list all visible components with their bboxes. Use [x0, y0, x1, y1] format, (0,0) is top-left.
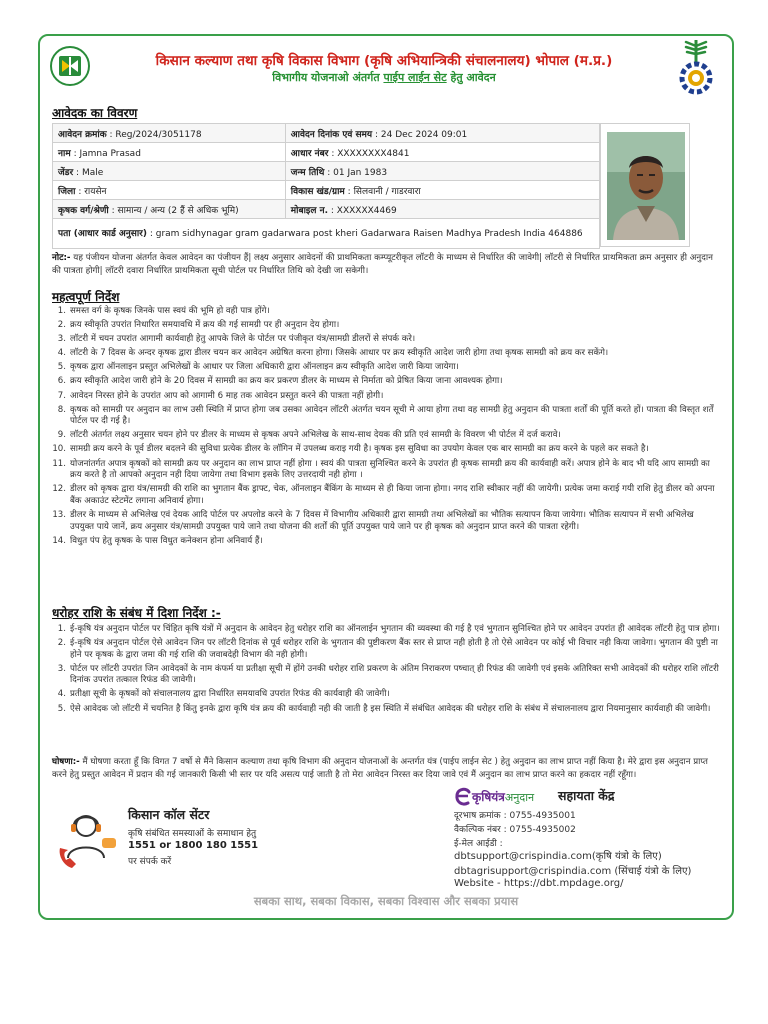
applicant-section-title: आवेदक का विवरण — [52, 106, 138, 120]
list-item: 9. लॉटरी अंतर्गत लक्ष्य अनुसार चयन होने पर डीलर के माध्यम से कृषक अपने अभिलेख के साथ-साथ देयक की प्रति एवं सामग्री के विवरण भी पोर्टल में दर्ज करावे। — [57, 430, 561, 441]
applicant-name: Jamna Prasad — [79, 148, 141, 159]
helpdesk-title: सहायता केंद्र — [558, 788, 615, 803]
helpdesk-email-label: ई-मेल आईडी : — [454, 839, 503, 849]
helpdesk-brand: कृषियंत्रअनुदान — [472, 790, 535, 804]
aadhaar-number: XXXXXXXX4841 — [337, 148, 410, 159]
gender: Male — [81, 167, 104, 178]
birth-date: 01 Jan 1983 — [333, 167, 388, 178]
helpdesk-website-link[interactable]: Website - https://dbt.mpdage.org/ — [454, 878, 624, 889]
application-date: 24 Dec 2024 09:01 — [380, 129, 468, 140]
applicant-photo — [607, 132, 685, 240]
footer-slogan: सबका साथ, सबका विकास, सबका विश्वास और सबका प्रयास — [253, 894, 519, 908]
instructions-list — [52, 306, 720, 550]
helpdesk-alt-phone: वैकल्पिक नंबर : 0755-4935002 — [454, 825, 576, 835]
call-center-title: किसान कॉल सेंटर — [128, 807, 210, 822]
call-center-agent-icon — [56, 808, 120, 870]
deposit-guidelines-title: धरोहर राशि के संबंध में दिशा निर्देश :- — [52, 606, 221, 620]
address: gram sidhynagar gram gadarwara post kheri Gadarwara Raisen Madhya Pradesh India 464886 — [155, 228, 583, 239]
application-number: Reg/2024/3051178 — [115, 129, 202, 140]
registration-note: नोट:- यह पंजीयन योजना अंतर्गत केवल आवेदन का पंजीयन हैं| लक्ष्य अनुसार आवेदनों की प्राथमिकता कम्प्यूटरीकृत लॉटरी के माध्यम से निर्धारित की जावेगी| लॉटरी से निर्धारित प्राथमिकता क्रम अनुसार ही अनुदान की पात्रता होगी| लॉटरी दवारा निर्धारित प्राथमिकता सूची पोर्टल पर निर्धारित तिथि को देखी जा सकेगी। — [52, 253, 713, 276]
list-item: 2. ई-कृषि यंत्र अनुदान पोर्टल ऐसे आवेदन जिन पर लॉटरी दिनांक से पूर्व धरोहर राशि के भुगतान की पुष्टीकरण बैंक स्तर से प्राप्त नही होती है तो ऐसे आवेदन पर कोई भी विचार नही किया जावेगा। भुगतान की पुष्टी ना होने पर कृषक के द्वारा जमा की गई राशि की जवाबदेही विभाग की नही होगी। — [57, 638, 718, 660]
district: रायसेन — [84, 186, 107, 197]
scheme-subtitle: विभागीय योजनाओ अंतर्गत पाईप लाईन सेट हेतु आवेदन — [272, 71, 496, 84]
list-item: 2. क्रय स्वीकृति उपरांत निधारित समयावधि में क्रय की गई सामग्री पर ही अनुदान देय होगा। — [57, 320, 340, 331]
list-item: 4. प्रतीक्षा सूची के कृषकों को संचालनालय द्वारा निर्धारित समयावधि उपरांत रिफंड की कार्यवाही की जावेगी। — [57, 689, 390, 700]
scheme-name: पाईप लाईन सेट — [383, 71, 447, 84]
list-item: 13. डीलर के माध्यम से अभिलेख एवं देयक आदि पोर्टल पर अपलोड करने के 7 दिवस में विभागीय अधिकारी द्वारा सामग्री तथा अभिलेखों का भौतिक सत्यापन किया जायेगा। भौतिक सत्यापन में सभी अभिलेख उपयुक्त पाये जानें, क्रय अनुसार यंत्र/सामग्री उपयुक्त पाये जाने तथा योजना की शर्तों की पूर्ति उपयुक्त पाये जाने पर ही कृषक को अनुदान प्राप्त करने की पात्रता रहेगी। — [52, 509, 694, 532]
call-center-number: 1551 or 1800 180 1551 — [128, 840, 259, 851]
department-logo-icon — [50, 46, 90, 86]
list-item: 5. कृषक द्वारा ऑनलाइन प्रस्तुत अभिलेखों के आधार पर जिला अधिकारी द्वारा ऑनलाइन क्रय स्वीकृति आदेश जारी किया जायेगा। — [57, 362, 459, 373]
list-item: 4. लॉटरी के 7 दिवस के अन्दर कृषक द्वारा डीलर चयन कर आवेदन अग्रेषित करना होगा। जिसके आधार पर क्रय स्वीकृति आदेश जारी होगा तथा कृषक सामग्री को क्रय कर सकेंगे। — [57, 348, 609, 359]
list-item: 7. आवेदन निरस्त होने के उपरांत आप को आगामी 6 माह तक आवेदन प्रस्तुत करने की पात्रता नहीं होगी। — [57, 390, 384, 401]
table-row: नाम : Jamna Prasad आधार नंबर : XXXXXXXX4841 — [53, 143, 600, 162]
table-row: आवेदन क्रमांक : Reg/2024/3051178 आवेदन दिनांक एवं समय : 24 Dec 2024 09:01 — [53, 124, 600, 143]
table-row: पता (आधार कार्ड अनुसार) : gram sidhynagar gram gadarwara post kheri Gadarwara Raisen Madhya Pradesh India 464886 — [53, 219, 600, 249]
table-row: जिला : रायसेन विकास खंड/ग्राम : सिलवानी / गाडरवारा — [53, 181, 600, 200]
instructions-title: महत्वपूर्ण निर्देश — [52, 290, 120, 304]
block-village: सिलवानी / गाडरवारा — [353, 186, 421, 197]
list-item: 5. ऐसे आवेदक जो लॉटरी में चयनित है किंतु इनके द्वारा कृषि यंत्र क्रय की कार्यवाही नही की जाती है इस स्थिति में संबंधित आवेदक की धरोहर राशि के संबंध में संचालनालय द्वारा नियमानुसार कार्यवाही की जावेगी। — [57, 703, 711, 714]
list-item: 8. कृषक को सामग्री पर अनुदान का लाभ उसी स्थिति में प्राप्त होगा जब उसका आवेदन लॉटरी अंतर्गत चयन सूची मे आया होगा तथा वह सामग्री हेतु अनुदान की पात्रता शर्तों की पूर्ति करते हों। पात्रता की विस्तृत शर्तें पोर्टल पर दी गई है। — [57, 404, 714, 427]
call-center-desc: कृषि संबंधित समस्याओं के समाधान हेतु — [128, 829, 257, 839]
helpdesk-email-2[interactable]: dbtagrisupport@crispindia.com (सिंचाई यंत्रो के लिए) — [454, 866, 692, 877]
list-item: 1. ई-कृषि यंत्र अनुदान पोर्टल पर चिंहित कृषि यंत्रों में अनुदान के आवेदन हेतु धरोहर राशि का ऑनलाईन भुगतान की व्यवस्था की गई है एवं भुगतान सुनिश्चित होने पर आवेदन उपरांत ही आवेदक लॉटरी हेतु पात्र होगा। — [57, 624, 720, 634]
e-krishi-logo-icon — [454, 786, 472, 808]
engineering-logo-icon — [672, 38, 720, 96]
helpdesk-email-1[interactable]: dbtsupport@crispindia.com(कृषि यंत्रो के लिए) — [454, 851, 662, 862]
deposit-guidelines-list — [52, 624, 720, 718]
list-item: 6. क्रय स्वीकृति आदेश जारी होने के 20 दिवस में सामग्री का क्रय कर प्रकरण डीलर के माध्यम से निर्माता को प्रेषित किया जाना आवश्यक होगा। — [57, 376, 503, 387]
declaration: घोषणा:- मैं घोषणा करता हूँ कि विगत 7 वर्षो से मैंने किसान कल्याण तथा कृषि विभाग की अनुदान योजनाओं के अन्तर्गत यंत्र (पाईप लाईन सेट ) हेतु अनुदान का लाभ प्राप्त नहीं किया है। मेरे द्वारा इस अनुदान प्राप्त करने हेतु प्रस्तुत आवेदन में प्रदान की गई जानकारी किसी भी स्तर पर यदि असत्य पाई जाती है तो मेरा आवेदन निरस्त कर दिया जावे एवं मैं अनुदान का लाभ प्राप्त करने का हकदार नहीं रहूँगा। — [52, 757, 708, 780]
list-item: 3. पोर्टल पर लॉटरी उपरांत जिन आवेदकों के नाम कंफर्म या प्रतीक्षा सूची में होंगे उनकी धरोहर राशि प्रकरण के अंतिम निराकरण पष्चात् ही रिफंड की जावेगी एवं इसके अतिरिक्त सभी आवेदकों की धरोहर राशि लॉटरी दिनांक उपरांत तत्काल रिफंड की जावेगी। — [57, 663, 719, 686]
table-row: कृषक वर्ग/श्रेणी : सामान्य / अन्य (2 हैं से अधिक भूमि) मोबाइल न. : XXXXXX4469 — [53, 200, 600, 219]
photo-frame — [600, 123, 690, 247]
list-item: 12. डीलर को कृषक द्वारा यंत्र/सामग्री की राशि का भुगतान बैंक ड्राफ्ट, चेक, ऑनलाइन बैंकिंग के माध्यम से ही किया जाना होगा। नगद राशि स्वीकार नहीं की जायेगी। प्रत्येक जमा कराई गयी राशि हेतु डीलर को अपना बैंक अकाउंट स्टेटमेंट लगाना अनिवार्य होगा। — [52, 484, 715, 506]
list-item: 14. विधुत पंप हेतु कृषक के पास विधुत कनेक्शन होना अनिवार्य हैं। — [52, 535, 263, 546]
call-center-contact: पर संपर्क करें — [128, 857, 172, 867]
list-item: 10. सामग्री क्रय करने के पूर्व डीलर बदलने की सुविधा प्रत्येक डीलर के लॉगिन में उपलब्ध कराइ गयी है। कृषक इस सुविधा का उपयोग केवल एक बार सामग्री का क्रय करने के पहले कर सकते है। — [52, 444, 649, 455]
list-item: 3. लॉटरी में चयन उपरांत आगामी कार्यवाही हेतु आपके जिले के पोर्टल पर पंजीकृत यंत्र/सामग्री डीलरों से संपर्क करे। — [57, 334, 416, 345]
mobile-number: XXXXXX4469 — [336, 205, 397, 216]
department-title: किसान कल्याण तथा कृषि विकास विभाग (कृषि अभियान्त्रिकी संचालनालय) भोपाल (म.प्र.) — [155, 53, 613, 69]
farmer-category: सामान्य / अन्य (2 हैं से अधिक भूमि) — [117, 205, 239, 216]
list-item: 11. योजनांतर्गत अपात्र कृषकों को सामग्री क्रय पर अनुदान का लाभ प्राप्त नहीं होगा । स्वयं की पात्रता सुनिश्चित करने के उपरांत ही कृषक सामग्री क्रय की कार्यवाही करें। अपात्र होने के बाद भी यदि आप सामग्री का क्रय करते है तो आपको अनुदान नही दिया जायेगा तथा विभाग इसके लिए उत्तरदायी नही होगा । — [52, 458, 710, 481]
helpdesk-phone: दूरभाष क्रमांक : 0755-4935001 — [454, 811, 576, 821]
applicant-details-table — [52, 123, 600, 249]
table-row: जेंडर : Male जन्म तिथि : 01 Jan 1983 — [53, 162, 600, 181]
list-item: 1. समस्त वर्ग के कृषक जिनके पास स्वयं की भूमि हो वही पात्र होंगे। — [57, 306, 270, 316]
